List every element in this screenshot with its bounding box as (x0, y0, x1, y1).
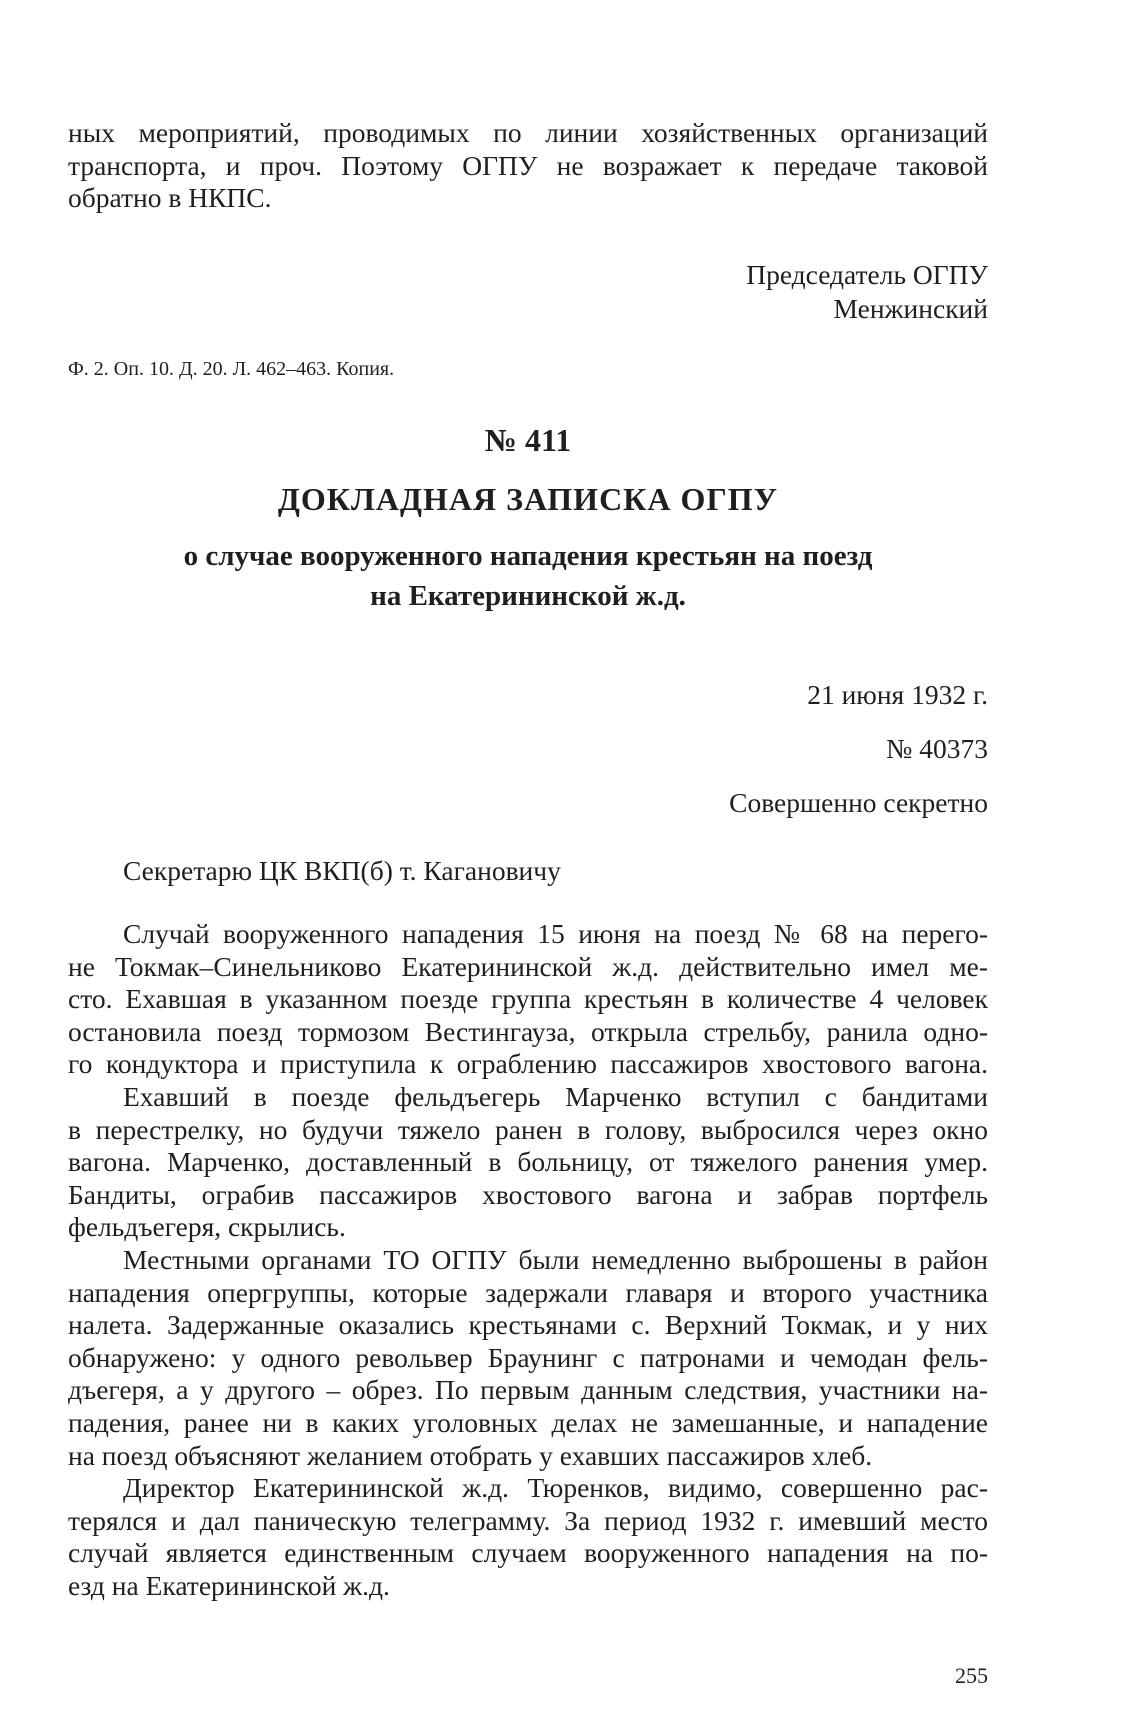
document-subtitle (68, 536, 988, 616)
text-line: вагона. Марченко, доставленный в больницу, от тяжелого ранения умер. (68, 1146, 988, 1178)
text-line: налета. Задержанные оказались крестьянами с. Верхний Токмак, и у них (68, 1309, 988, 1341)
text-line: сто. Ехавшая в указанном поезде группа крестьян в количестве 4 человек (68, 983, 988, 1015)
document-meta (729, 678, 988, 840)
text-line: дъегеря, а у другого – обрез. По первым данным следствия, участники на- (68, 1374, 988, 1406)
text-line: Бандиты, ограбив пассажиров хвостового вагона и забрав портфель (68, 1178, 988, 1210)
archive-source-reference: Ф. 2. Оп. 10. Д. 20. Л. 462–463. Копия. (68, 358, 395, 380)
addressee: Секретарю ЦК ВКП(б) т. Кагановичу (123, 855, 561, 886)
intro-paragraph (68, 117, 988, 215)
subtitle-line: о случае вооруженного нападения крестьян на поезд (183, 540, 873, 572)
registration-number: № 40373 (886, 733, 988, 764)
page-number: 255 (955, 1663, 988, 1688)
text-line: езд на Екатерининской ж.д. (68, 1569, 390, 1601)
text-line: Ехавший в поезде фельдъегерь Марченко вступил с бандитами (123, 1080, 988, 1112)
subtitle-line: на Екатерининской ж.д. (370, 580, 686, 612)
text-line: случай является единственным случаем вооруженного нападения на по- (68, 1537, 988, 1569)
signature-name: Менжинский (833, 293, 988, 324)
text-line: фельдъегеря, скрылись. (68, 1211, 346, 1243)
document-body (68, 918, 988, 1602)
text-line: на поезд объясняют желанием отобрать у ехавших пассажиров хлеб. (68, 1439, 873, 1471)
text-line: в перестрелку, но будучи тяжело ранен в голову, выбросился через окно (68, 1113, 988, 1145)
signature-title: Председатель ОГПУ (746, 259, 988, 290)
classification-label: Совершенно секретно (729, 787, 988, 818)
text-line: обратно в НКПС. (68, 182, 272, 214)
text-line: ных мероприятий, проводимых по линии хозяйственных организаций (68, 117, 988, 148)
document-date: 21 июня 1932 г. (807, 679, 988, 710)
text-line: го кондуктора и приступила к ограблению пассажиров хвостового вагона. (68, 1048, 988, 1080)
text-line: терялся и дал паническую телеграмму. За период 1932 г. имевший место (68, 1504, 988, 1536)
document-number: № 411 (484, 422, 572, 458)
text-line: нападения опергруппы, которые задержали главаря и второго участника (68, 1276, 988, 1308)
text-line: остановила поезд тормозом Вестингауза, открыла стрельбу, ранила одно- (68, 1015, 988, 1047)
text-line: Директор Екатерининской ж.д. Тюренков, видимо, совершенно рас- (123, 1472, 988, 1504)
document-title: ДОКЛАДНАЯ ЗАПИСКА ОГПУ (277, 481, 779, 517)
text-line: обнаружено: у одного револьвер Браунинг с патронами и чемодан фель- (68, 1341, 988, 1373)
text-line: транспорта, и проч. Поэтому ОГПУ не возражает к передаче таковой (68, 149, 988, 181)
text-line: Случай вооруженного нападения 15 июня на поезд № 68 на перего- (123, 918, 988, 949)
signature-block (68, 258, 988, 326)
text-line: падения, ранее ни в каких уголовных делах не замешанные, и нападение (68, 1406, 988, 1438)
text-line: не Токмак–Синельниково Екатерининской ж.д. действительно имел ме- (68, 950, 988, 982)
text-line: Местными органами ТО ОГПУ были немедленно выброшены в район (123, 1243, 988, 1275)
